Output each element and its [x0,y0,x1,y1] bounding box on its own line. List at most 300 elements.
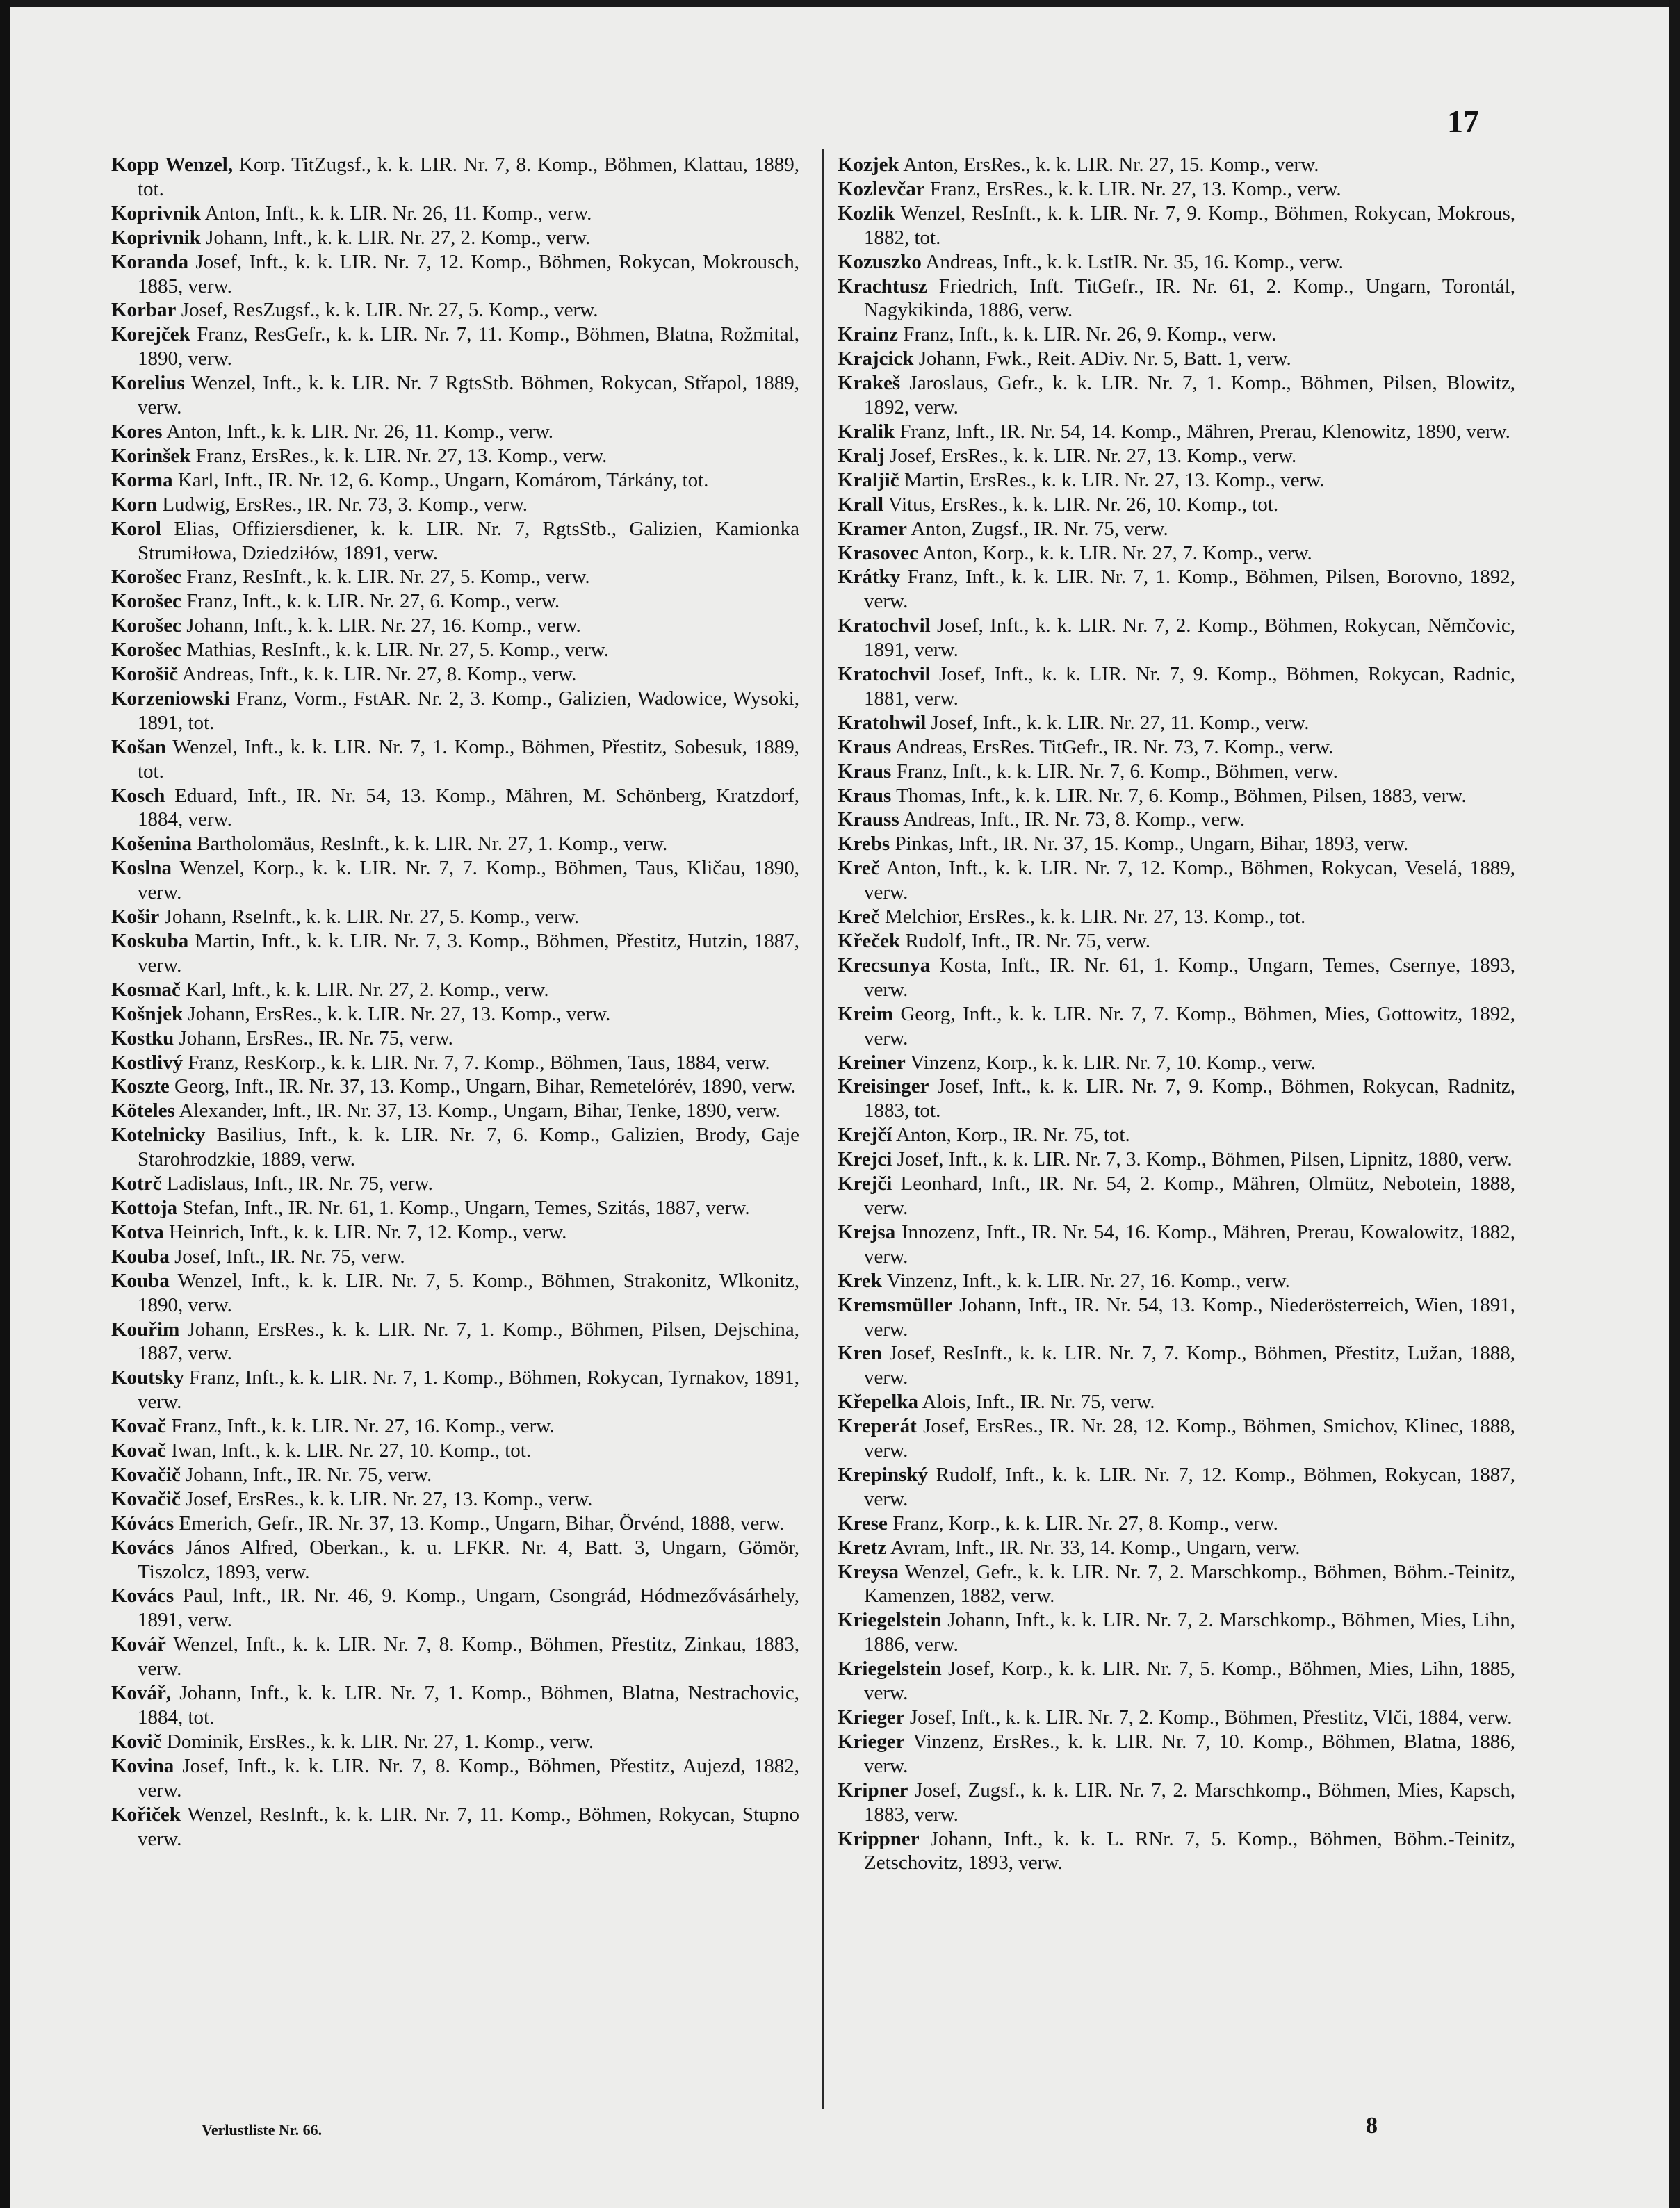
list-entry [111,1754,799,1803]
entry-surname: Kriegelstein [838,1658,942,1680]
entry-details: Franz, Vorm., FstAR. Nr. 2, 3. Komp., Galizien, Wadowice, Wysoki, 1891, tot. [138,687,799,734]
list-entry [111,1002,799,1027]
list-entry [838,153,1515,177]
list-entry [838,1172,1515,1220]
entry-details: Iwan, Inft., k. k. LIR. Nr. 27, 10. Komp., tot. [165,1439,532,1462]
entry-details: Wenzel, Inft., k. k. LIR. Nr. 7 RgtsStb. Böhmen, Rokycan, Střapol, 1889, verw. [138,372,799,419]
list-entry [838,1536,1515,1560]
list-entry [838,1293,1515,1342]
entry-details: Stefan, Inft., IR. Nr. 61, 1. Komp., Ungarn, Temes, Szitás, 1887, verw. [177,1196,750,1219]
entry-surname: Kotrč [111,1172,162,1195]
list-entry [838,1560,1515,1609]
list-entry [111,1269,799,1318]
entry-surname: Korošec [111,639,181,662]
entry-surname: Kreisinger [838,1075,929,1098]
entry-details: Avram, Inft., IR. Nr. 33, 14. Komp., Ungarn, verw. [886,1536,1300,1559]
list-entry [838,1269,1515,1293]
entry-surname: Kozuszko [838,250,922,273]
list-entry [111,1074,799,1099]
list-entry [111,614,799,638]
list-entry [838,420,1515,444]
entry-surname: Koslna [111,857,172,880]
entry-surname: Koprivnik [111,226,201,249]
list-entry [111,226,799,250]
list-entry [838,1220,1515,1269]
list-entry [111,444,799,468]
entry-details: Anton, Inft., k. k. LIR. Nr. 7, 12. Komp., Böhmen, Rokycan, Veselá, 1889, verw. [864,857,1515,904]
list-entry [838,322,1515,347]
entry-surname: Košan [111,735,166,758]
entry-surname: Kozjek [838,154,899,176]
entry-details: Josef, ResZugsf., k. k. LIR. Nr. 27, 5. Komp., verw. [176,299,598,322]
entry-surname: Kretz [838,1536,887,1559]
entry-surname: Kreč [838,857,880,880]
entry-details: Wenzel, ResInft., k. k. LIR. Nr. 7, 11. Komp., Böhmen, Rokycan, Stupno verw. [138,1803,799,1850]
entry-details: Josef, ErsRes., IR. Nr. 28, 12. Komp., Böhmen, Smichov, Klinec, 1888, verw. [864,1415,1515,1462]
entry-surname: Krejci [838,1148,892,1171]
list-entry [111,371,799,420]
list-entry [838,541,1515,566]
entry-details: Martin, ErsRes., k. k. LIR. Nr. 27, 13. Komp., verw. [899,468,1325,491]
entry-surname: Krachtusz [838,275,927,297]
entry-surname: Kotva [111,1220,164,1243]
entry-surname: Kreysa [838,1560,899,1583]
entry-details: Johann, Inft., k. k. LIR. Nr. 7, 1. Komp., Böhmen, Blatna, Nestrachovic, 1884, tot. [138,1682,799,1728]
entry-surname: Krejsa [838,1220,896,1243]
list-entry [111,1439,799,1463]
list-entry [111,856,799,905]
entry-surname: Krecsunya [838,954,931,976]
entry-surname: Korošec [111,590,181,613]
entry-surname: Kovács [111,1585,174,1608]
entry-surname: Korbar [111,299,177,322]
list-entry [111,322,799,371]
list-entry [838,1390,1515,1414]
entry-details: Vitus, ErsRes., k. k. LIR. Nr. 26, 10. Komp., tot. [883,493,1279,516]
entry-details: Franz, Korp., k. k. LIR. Nr. 27, 8. Komp., verw. [887,1512,1278,1535]
entry-details: Franz, Inft., k. k. LIR. Nr. 27, 16. Komp., verw. [165,1415,555,1438]
list-entry [111,1803,799,1851]
entry-details: Josef, Korp., k. k. LIR. Nr. 7, 5. Komp., Böhmen, Mies, Lihn, 1885, verw. [864,1658,1515,1705]
entry-surname: Kostlivý [111,1051,184,1074]
list-entry [111,493,799,517]
list-entry [111,1196,799,1220]
list-entry [111,978,799,1002]
entry-surname: Krese [838,1512,888,1535]
list-entry [111,517,799,566]
entry-surname: Kraljič [838,468,899,491]
list-entry [111,929,799,978]
list-entry [838,275,1515,323]
entry-surname: Korol [111,517,161,540]
entry-surname: Kralj [838,444,885,467]
entry-details: Pinkas, Inft., IR. Nr. 37, 15. Komp., Ungarn, Bihar, 1893, verw. [890,833,1409,856]
entry-surname: Korejček [111,323,190,346]
list-entry [838,347,1515,371]
list-entry [111,832,799,856]
entry-surname: Krauss [838,808,899,831]
entry-surname: Kraus [838,784,892,807]
list-entry [838,1147,1515,1172]
entry-surname: Korinšek [111,444,191,467]
list-entry [111,298,799,322]
entry-details: Wenzel, ResInft., k. k. LIR. Nr. 7, 9. Komp., Böhmen, Rokycan, Mokrous, 1882, tot. [864,202,1515,249]
entry-surname: Krepinský [838,1463,929,1486]
entry-details: Josef, Inft., k. k. LIR. Nr. 7, 2. Komp., Böhmen, Rokycan, Němčovic, 1891, verw. [864,614,1515,662]
entry-details: Wenzel, Korp., k. k. LIR. Nr. 7, 7. Komp., Böhmen, Taus, Kličau, 1890, verw. [138,857,799,904]
entry-details: Josef, Inft., k. k. LIR. Nr. 27, 11. Komp., verw. [926,711,1310,734]
list-entry [838,202,1515,250]
entry-details: Rudolf, Inft., k. k. LIR. Nr. 7, 12. Komp., Böhmen, Rokycan, 1887, verw. [864,1463,1515,1510]
page-number: 17 [1447,104,1479,139]
list-entry [838,808,1515,832]
entry-details: Josef, Inft., IR. Nr. 75, verw. [169,1245,405,1268]
entry-details: Eduard, Inft., IR. Nr. 54, 13. Komp., Mähren, M. Schönberg, Kratzdorf, 1884, verw. [138,784,799,831]
entry-surname: Krall [838,493,884,516]
list-entry [838,1463,1515,1512]
entry-details: Korp. TitZugsf., k. k. LIR. Nr. 7, 8. Komp., Böhmen, Klattau, 1889, tot. [138,154,799,200]
entry-details: Wenzel, Inft., k. k. LIR. Nr. 7, 8. Komp., Böhmen, Přestitz, Zinkau, 1883, verw. [138,1633,799,1680]
list-entry [838,177,1515,202]
entry-details: Heinrich, Inft., k. k. LIR. Nr. 7, 12. Komp., verw. [163,1220,567,1243]
list-entry [111,1681,799,1730]
entry-surname: Korošič [111,663,179,686]
list-entry [838,1123,1515,1147]
list-entry [838,371,1515,420]
entry-details: Franz, Inft., IR. Nr. 54, 14. Komp., Mähren, Prerau, Klenowitz, 1890, verw. [895,420,1510,443]
entry-details: Franz, ResGefr., k. k. LIR. Nr. 7, 11. Komp., Böhmen, Blatna, Rožmital, 1890, verw. [138,323,799,370]
list-entry [838,1608,1515,1657]
entry-details: Anton, Korp., IR. Nr. 75, tot. [892,1124,1130,1147]
entry-details: Franz, Inft., k. k. LIR. Nr. 26, 9. Komp., verw. [898,323,1277,346]
entry-surname: Kreč [838,906,880,929]
entry-details: Johann, Inft., k. k. LIR. Nr. 27, 2. Komp., verw. [200,226,591,249]
list-entry [838,1706,1515,1730]
entry-surname: Korelius [111,372,185,395]
entry-details: Franz, ResKorp., k. k. LIR. Nr. 7, 7. Komp., Böhmen, Taus, 1884, verw. [183,1051,770,1074]
entry-surname: Kramer [838,517,907,540]
list-entry [838,1778,1515,1827]
list-entry [838,565,1515,614]
entry-surname: Kořiček [111,1803,181,1826]
list-entry [111,565,799,589]
entry-surname: Koranda [111,250,189,273]
entry-details: Andreas, Inft., IR. Nr. 73, 8. Komp., verw. [899,808,1246,831]
entry-details: Johann, Inft., k. k. L. RNr. 7, 5. Komp., Böhmen, Böhm.-Teinitz, Zetschovitz, 1893, verw. [864,1827,1515,1874]
entry-details: Wenzel, Inft., k. k. LIR. Nr. 7, 1. Komp., Böhmen, Přestitz, Sobesuk, 1889, tot. [138,735,799,783]
entry-details: Wenzel, Inft., k. k. LIR. Nr. 7, 5. Komp., Böhmen, Strakonitz, Wlkonitz, 1890, verw. [138,1269,799,1316]
entry-details: Johann, ErsRes., IR. Nr. 75, verw. [174,1027,453,1049]
list-entry [838,954,1515,1002]
list-entry [111,1633,799,1681]
list-entry [838,250,1515,275]
entry-details: Dominik, ErsRes., k. k. LIR. Nr. 27, 1. Komp., verw. [161,1730,594,1753]
list-entry [838,1002,1515,1051]
entry-details: Josef, Inft., k. k. LIR. Nr. 7, 8. Komp., Böhmen, Přestitz, Aujezd, 1882, verw. [138,1754,799,1801]
entry-details: Johann, Fwk., Reit. ADiv. Nr. 5, Batt. 1, verw. [913,347,1291,370]
scan-right-edge [1669,0,1680,2208]
list-entry [838,1074,1515,1123]
list-entry [838,614,1515,662]
entry-surname: Kouřim [111,1318,180,1341]
entry-details: Innozenz, Inft., IR. Nr. 54, 16. Komp., Mähren, Prerau, Kowalowitz, 1882, verw. [864,1220,1515,1268]
list-entry [111,468,799,493]
entry-surname: Kozlik [838,202,895,224]
list-entry [838,1657,1515,1706]
entry-surname: Kouba [111,1245,170,1268]
list-entry [838,929,1515,954]
entry-surname: Krippner [838,1827,920,1850]
entry-surname: Kottoja [111,1196,178,1219]
entry-details: Ladislaus, Inft., IR. Nr. 75, verw. [161,1172,433,1195]
list-entry [111,1512,799,1536]
entry-details: Alois, Inft., IR. Nr. 75, verw. [918,1391,1155,1414]
scan-left-edge [0,0,10,2208]
list-entry [838,735,1515,760]
entry-surname: Kovič [111,1730,162,1753]
entry-surname: Krasovec [838,541,918,564]
entry-surname: Kovář [111,1633,166,1656]
entry-surname: Köteles [111,1099,175,1122]
list-entry [111,1123,799,1172]
entry-details: Leonhard, Inft., IR. Nr. 54, 2. Komp., Mähren, Olmütz, Nebotein, 1888, verw. [864,1172,1515,1219]
list-entry [111,1051,799,1075]
entry-details: Karl, Inft., IR. Nr. 12, 6. Komp., Ungarn, Komárom, Tárkány, tot. [172,468,709,491]
list-entry [111,1463,799,1487]
entry-details: Franz, Inft., k. k. LIR. Nr. 7, 1. Komp., Böhmen, Pilsen, Borovno, 1892, verw. [864,566,1515,613]
column-divider [822,149,824,2109]
entry-surname: Krejči [838,1172,892,1195]
entry-details: Johann, Inft., k. k. LIR. Nr. 7, 2. Marschkomp., Böhmen, Mies, Lihn, 1886, verw. [864,1609,1515,1656]
entry-surname: Korošec [111,614,181,637]
list-entry [111,1487,799,1512]
entry-surname: Kreiner [838,1051,906,1074]
entry-details: Emerich, Gefr., IR. Nr. 37, 13. Komp., Ungarn, Bihar, Örvénd, 1888, verw. [174,1512,785,1535]
entry-surname: Kriegelstein [838,1609,942,1632]
list-entry [111,784,799,833]
entry-surname: Kreim [838,1002,893,1025]
entry-surname: Kosmač [111,978,181,1001]
list-entry [111,1730,799,1754]
entry-details: János Alfred, Oberkan., k. u. LFKR. Nr. 4, Batt. 3, Ungarn, Gömör, Tiszolcz, 1893, verw. [138,1536,799,1583]
list-entry [111,1536,799,1585]
list-entry [838,1051,1515,1075]
entry-details: Josef, Inft., k. k. LIR. Nr. 7, 9. Komp., Böhmen, Rokycan, Radnic, 1881, verw. [864,663,1515,710]
entry-surname: Kopp Wenzel, [111,154,234,176]
left-column [111,153,799,1851]
entry-details: Anton, Korp., k. k. LIR. Nr. 27, 7. Komp., verw. [918,541,1312,564]
scan-top-edge [0,0,1680,7]
entry-details: Andreas, Inft., k. k. LIR. Nr. 27, 8. Komp., verw. [178,663,577,686]
entry-surname: Kralik [838,420,895,443]
entry-surname: Křepelka [838,1391,918,1414]
entry-details: Anton, Inft., k. k. LIR. Nr. 26, 11. Komp., verw. [162,420,554,443]
entry-details: Anton, ErsRes., k. k. LIR. Nr. 27, 15. Komp., verw. [899,154,1319,176]
entry-surname: Kovač [111,1439,166,1462]
entry-surname: Kovář, [111,1682,172,1705]
entry-details: Johann, RseInft., k. k. LIR. Nr. 27, 5. Komp., verw. [159,906,580,929]
list-entry [111,687,799,735]
list-entry [111,1099,799,1123]
list-entry [838,1730,1515,1778]
entry-surname: Krebs [838,833,890,856]
list-entry [838,1827,1515,1876]
entry-details: Johann, ErsRes., k. k. LIR. Nr. 7, 1. Komp., Böhmen, Pilsen, Dejschina, 1887, verw. [138,1318,799,1365]
entry-details: Thomas, Inft., k. k. LIR. Nr. 7, 6. Komp., Böhmen, Pilsen, 1883, verw. [891,784,1467,807]
entry-details: Josef, Inft., k. k. LIR. Nr. 7, 3. Komp., Böhmen, Pilsen, Lipnitz, 1880, verw. [892,1148,1512,1171]
entry-details: Bartholomäus, ResInft., k. k. LIR. Nr. 27, 1. Komp., verw. [192,833,668,856]
entry-surname: Kremsmüller [838,1293,953,1316]
entry-surname: Korma [111,468,173,491]
list-entry [838,517,1515,541]
entry-surname: Koutsky [111,1366,184,1389]
entry-details: Mathias, ResInft., k. k. LIR. Nr. 27, 5. Komp., verw. [181,639,610,662]
entry-details: Franz, ErsRes., k. k. LIR. Nr. 27, 13. Komp., verw. [924,177,1341,200]
entry-details: Jaroslaus, Gefr., k. k. LIR. Nr. 7, 1. Komp., Böhmen, Pilsen, Blowitz, 1892, verw. [864,372,1515,419]
list-entry [838,468,1515,493]
entry-surname: Kovačič [111,1463,181,1486]
entry-surname: Kraus [838,735,892,758]
entry-details: Franz, ErsRes., k. k. LIR. Nr. 27, 13. Komp., verw. [190,444,607,467]
list-entry [111,420,799,444]
entry-surname: Kreperát [838,1415,917,1438]
entry-details: Josef, Inft., k. k. LIR. Nr. 7, 2. Komp., Böhmen, Přestitz, Vlči, 1884, verw. [904,1706,1512,1728]
entry-details: Martin, Inft., k. k. LIR. Nr. 7, 3. Komp., Böhmen, Přestitz, Hutzin, 1887, verw. [138,930,799,976]
entry-details: Georg, Inft., IR. Nr. 37, 13. Komp., Ungarn, Bihar, Remetelórév, 1890, verw. [169,1075,797,1098]
entry-surname: Kouba [111,1269,170,1292]
footer-signature: Verlustliste Nr. 66. [202,2121,323,2139]
entry-details: Andreas, ErsRes. TitGefr., IR. Nr. 73, 7. Komp., verw. [891,735,1334,758]
entry-surname: Koszte [111,1075,170,1098]
entry-surname: Kosch [111,784,165,807]
entry-details: Rudolf, Inft., IR. Nr. 75, verw. [900,930,1150,952]
entry-details: Josef, Inft., k. k. LIR. Nr. 7, 12. Komp., Böhmen, Rokycan, Mokrousch, 1885, verw. [138,250,799,297]
entry-surname: Kovács [111,1536,174,1559]
list-entry [111,202,799,226]
list-entry [838,1414,1515,1463]
footer-sheet-number: 8 [1366,2113,1378,2139]
entry-details: Josef, ResInft., k. k. LIR. Nr. 7, 7. Komp., Böhmen, Přestitz, Lužan, 1888, verw. [864,1342,1515,1389]
entry-surname: Koprivnik [111,202,201,224]
list-entry [111,1584,799,1633]
entry-details: Josef, Inft., k. k. LIR. Nr. 7, 9. Komp., Böhmen, Rokycan, Radnitz, 1883, tot. [864,1075,1515,1122]
list-entry [838,856,1515,905]
entry-surname: Kratohwil [838,711,927,734]
entry-surname: Krek [838,1269,882,1292]
list-entry [111,1414,799,1439]
entry-surname: Krajcick [838,347,914,370]
list-entry [838,832,1515,856]
list-entry [111,638,799,662]
entry-details: Johann, Inft., IR. Nr. 75, verw. [180,1463,432,1486]
entry-details: Franz, Inft., k. k. LIR. Nr. 7, 1. Komp., Böhmen, Rokycan, Tyrnakov, 1891, verw. [138,1366,799,1414]
entry-details: Vinzenz, Inft., k. k. LIR. Nr. 27, 16. Komp., verw. [881,1269,1290,1292]
entry-surname: Kozlevčar [838,177,925,200]
entry-surname: Krakeš [838,372,901,395]
list-entry [111,153,799,202]
entry-surname: Kratochvil [838,663,931,686]
entry-details: Alexander, Inft., IR. Nr. 37, 13. Komp., Ungarn, Bihar, Tenke, 1890, verw. [174,1099,781,1122]
entry-details: Josef, ErsRes., k. k. LIR. Nr. 27, 13. Komp., verw. [180,1487,593,1510]
entry-details: Vinzenz, ErsRes., k. k. LIR. Nr. 7, 10. Komp., Böhmen, Blatna, 1886, verw. [864,1730,1515,1777]
entry-surname: Křeček [838,930,901,952]
entry-details: Anton, Inft., k. k. LIR. Nr. 26, 11. Komp., verw. [200,202,592,224]
list-entry [838,711,1515,735]
entry-details: Ludwig, ErsRes., IR. Nr. 73, 3. Komp., verw. [157,493,528,516]
list-entry [111,1318,799,1366]
entry-surname: Kovač [111,1415,166,1438]
list-entry [111,1172,799,1196]
entry-surname: Košnjek [111,1002,184,1025]
entry-surname: Korošec [111,566,181,589]
entry-details: Andreas, Inft., k. k. LstIR. Nr. 35, 16. Komp., verw. [921,250,1344,273]
entry-surname: Krieger [838,1730,905,1753]
entry-surname: Kraus [838,760,892,783]
entry-surname: Kotelnicky [111,1124,206,1147]
entry-details: Johann, ErsRes., k. k. LIR. Nr. 27, 13. Komp., verw. [183,1002,611,1025]
entry-surname: Krátky [838,566,901,589]
entry-details: Friedrich, Inft. TitGefr., IR. Nr. 61, 2. Komp., Ungarn, Torontál, Nagykikinda, 1886, verw. [864,275,1515,322]
entry-surname: Košenina [111,833,193,856]
entry-details: Wenzel, Gefr., k. k. LIR. Nr. 7, 2. Marschkomp., Böhmen, Böhm.-Teinitz, Kamenzen, 1882, verw. [864,1560,1515,1608]
entry-details: Franz, Inft., k. k. LIR. Nr. 7, 6. Komp., Böhmen, verw. [891,760,1338,783]
right-column [838,153,1515,1875]
list-entry [111,735,799,784]
list-entry [838,493,1515,517]
list-entry [838,662,1515,711]
list-entry [838,444,1515,468]
entry-surname: Kren [838,1342,882,1365]
list-entry [111,589,799,614]
list-entry [111,905,799,929]
entry-surname: Košir [111,906,160,929]
list-entry [838,784,1515,808]
list-entry [838,760,1515,784]
entry-details: Basilius, Inft., k. k. LIR. Nr. 7, 6. Komp., Galizien, Brody, Gaje Starohrodzkie, 1889, verw. [138,1124,799,1171]
entry-details: Johann, Inft., k. k. LIR. Nr. 27, 16. Komp., verw. [181,614,581,637]
entry-details: Karl, Inft., k. k. LIR. Nr. 27, 2. Komp., verw. [180,978,549,1001]
list-entry [111,1366,799,1414]
entry-details: Josef, Zugsf., k. k. LIR. Nr. 7, 2. Marschkomp., Böhmen, Mies, Kapsch, 1883, verw. [864,1778,1515,1826]
entry-details: Melchior, ErsRes., k. k. LIR. Nr. 27, 13. Komp., tot. [879,906,1306,929]
entry-surname: Kratochvil [838,614,931,637]
entry-details: Kosta, Inft., IR. Nr. 61, 1. Komp., Ungarn, Temes, Csernye, 1893, verw. [864,954,1515,1001]
list-entry [111,1220,799,1245]
entry-surname: Krainz [838,323,898,346]
entry-details: Josef, ErsRes., k. k. LIR. Nr. 27, 13. Komp., verw. [884,444,1297,467]
entry-surname: Korn [111,493,158,516]
entry-details: Elias, Offiziersdiener, k. k. LIR. Nr. 7, RgtsStb., Galizien, Kamionka Strumiłowa, Dziedziłów, 1891, verw. [138,517,799,564]
list-entry [838,1341,1515,1390]
entry-surname: Kostku [111,1027,174,1049]
entry-surname: Kovina [111,1754,174,1777]
list-entry [838,1512,1515,1536]
entry-surname: Krieger [838,1706,905,1728]
entry-surname: Koskuba [111,930,189,952]
entry-details: Johann, Inft., IR. Nr. 54, 13. Komp., Niederösterreich, Wien, 1891, verw. [864,1293,1515,1341]
entry-surname: Kores [111,420,163,443]
list-entry [111,1027,799,1051]
list-entry [838,905,1515,929]
list-entry [111,250,799,299]
entry-surname: Kóvács [111,1512,174,1535]
entry-surname: Kovačič [111,1487,181,1510]
list-entry [111,1245,799,1269]
entry-surname: Kripner [838,1778,908,1801]
entry-details: Anton, Zugsf., IR. Nr. 75, verw. [906,517,1168,540]
entry-details: Georg, Inft., k. k. LIR. Nr. 7, 7. Komp., Böhmen, Mies, Gottowitz, 1892, verw. [864,1002,1515,1049]
entry-surname: Korzeniowski [111,687,230,710]
